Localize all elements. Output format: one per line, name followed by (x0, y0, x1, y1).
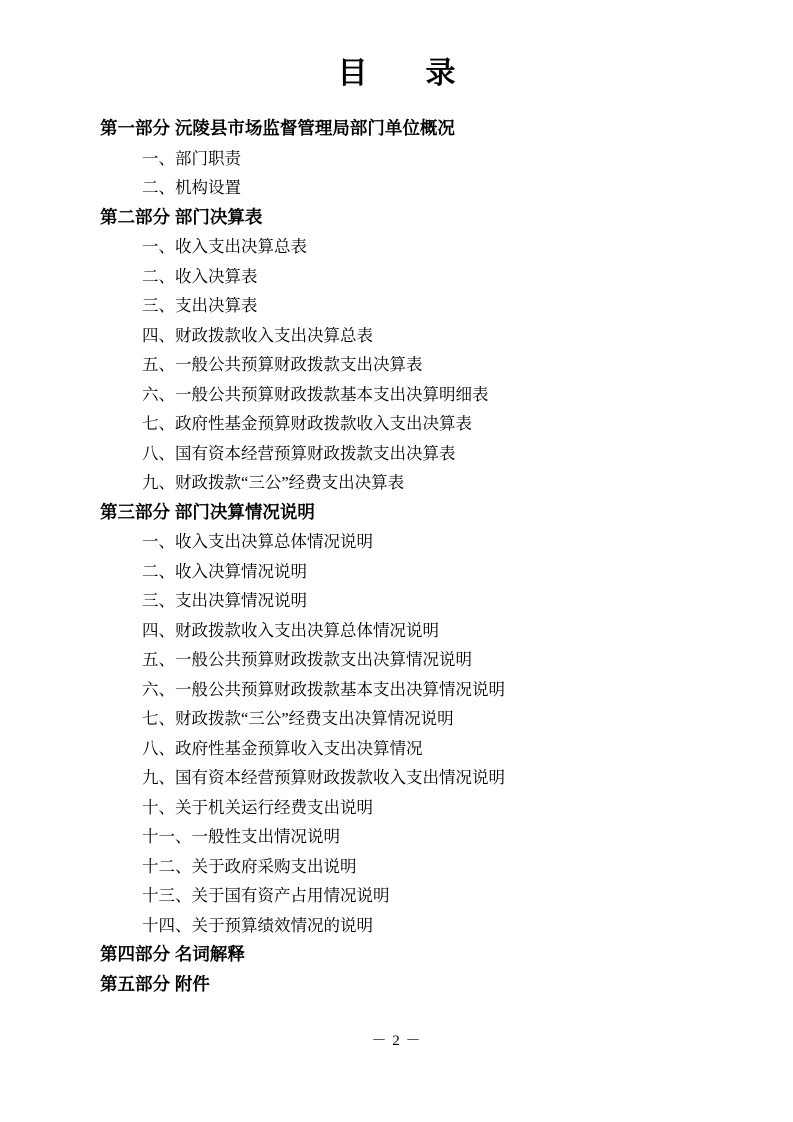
toc-entry[interactable]: 九、国有资本经营预算财政拨款收入支出情况说明 (142, 768, 505, 787)
toc-part-heading[interactable]: 第三部分 部门决算情况说明 (100, 501, 315, 522)
toc-part-heading[interactable]: 第四部分 名词解释 (100, 944, 245, 964)
toc-entry[interactable]: 三、支出决算表 (142, 296, 258, 315)
toc-entry[interactable]: 三、支出决算情况说明 (142, 591, 307, 610)
toc-entry[interactable]: 一、收入支出决算总体情况说明 (142, 532, 373, 551)
table-of-contents (0, 114, 793, 999)
toc-entry[interactable]: 十一、一般性支出情况说明 (142, 827, 340, 846)
toc-entry[interactable]: 五、一般公共预算财政拨款支出决算表 (142, 355, 423, 374)
toc-part-heading[interactable]: 第五部分 附件 (100, 973, 210, 994)
toc-entry[interactable]: 八、政府性基金预算收入支出决算情况 (142, 738, 423, 758)
toc-entry[interactable]: 七、政府性基金预算财政拨款收入支出决算表 (142, 414, 472, 433)
toc-entry[interactable]: 十四、关于预算绩效情况的说明 (142, 915, 373, 935)
toc-entry[interactable]: 九、财政拨款“三公”经费支出决算表 (142, 473, 405, 492)
toc-entry[interactable]: 四、财政拨款收入支出决算总表 (142, 325, 373, 345)
toc-entry[interactable]: 七、财政拨款“三公”经费支出决算情况说明 (142, 709, 454, 728)
toc-entry[interactable]: 五、一般公共预算财政拨款支出决算情况说明 (142, 650, 472, 669)
page-title: 目 录 (337, 57, 470, 90)
toc-entry[interactable]: 二、机构设置 (142, 178, 241, 197)
toc-entry[interactable]: 十二、关于政府采购支出说明 (142, 856, 357, 876)
toc-entry[interactable]: 一、部门职责 (142, 148, 241, 168)
toc-entry[interactable]: 八、国有资本经营预算财政拨款支出决算表 (142, 443, 456, 463)
toc-entry[interactable]: 一、收入支出决算总表 (142, 237, 307, 256)
toc-entry[interactable]: 四、财政拨款收入支出决算总体情况说明 (142, 620, 439, 640)
toc-entry[interactable]: 二、收入决算情况说明 (142, 561, 307, 581)
toc-part-heading[interactable]: 第二部分 部门决算表 (100, 206, 263, 227)
toc-entry[interactable]: 六、一般公共预算财政拨款基本支出决算明细表 (142, 384, 489, 404)
toc-entry[interactable]: 十三、关于国有资产占用情况说明 (142, 886, 390, 905)
toc-part-heading[interactable]: 第一部分 沅陵县市场监督管理局部门单位概况 (100, 118, 455, 138)
toc-entry[interactable]: 六、一般公共预算财政拨款基本支出决算情况说明 (142, 679, 505, 699)
page-number: － 2 － (371, 1033, 422, 1049)
toc-entry[interactable]: 十、关于机关运行经费支出说明 (142, 797, 373, 817)
toc-entry[interactable]: 二、收入决算表 (142, 266, 258, 286)
